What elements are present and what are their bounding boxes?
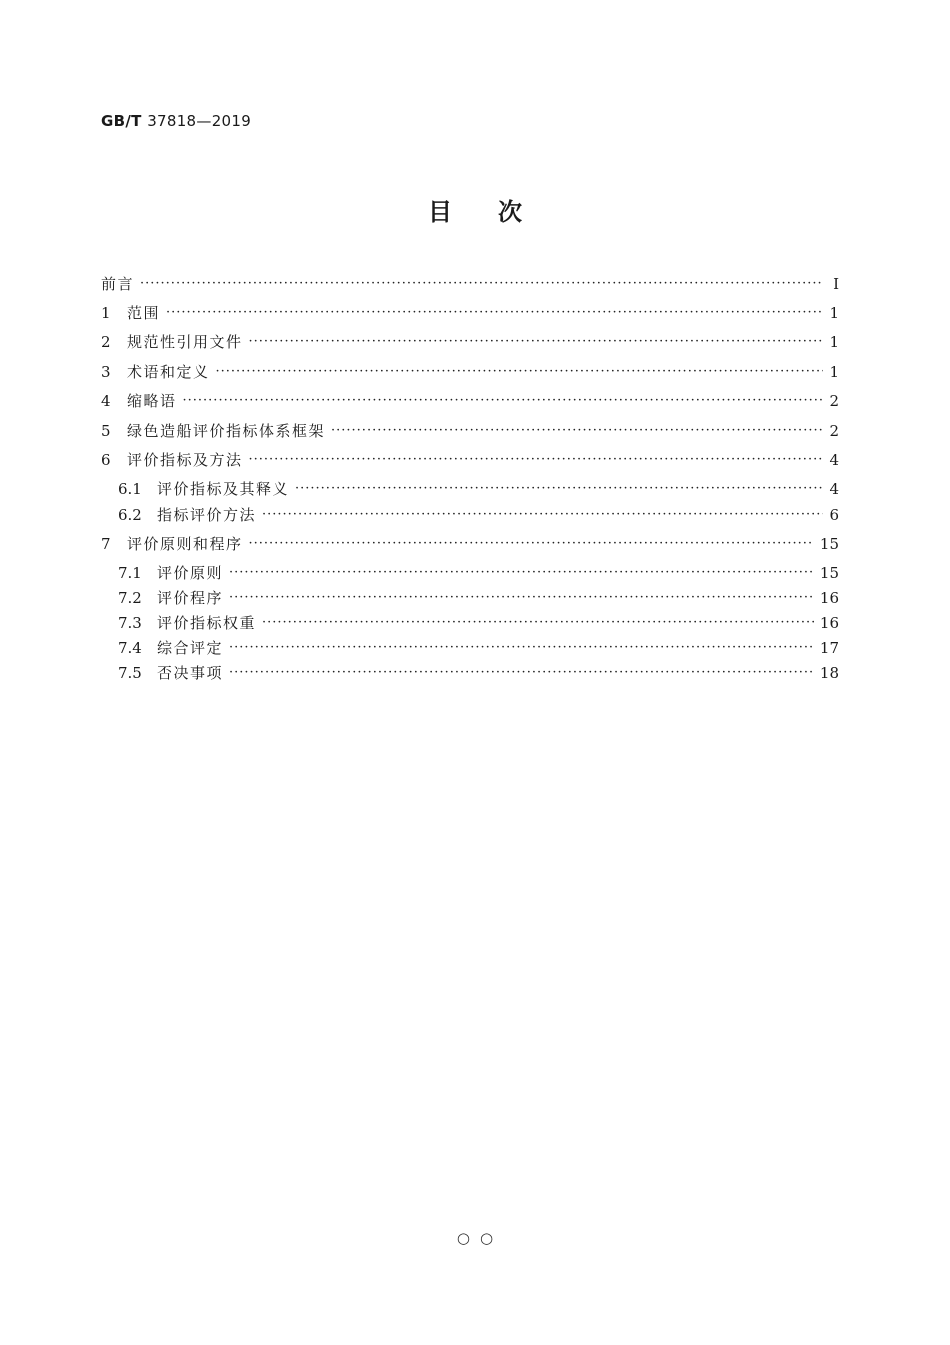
page-title: 目次 xyxy=(428,198,568,226)
toc-entry-number: 1 xyxy=(101,304,111,322)
toc-entry-label: 术语和定义 xyxy=(127,363,210,381)
toc-entry-page: 16 xyxy=(819,614,839,632)
toc-entry-label: 评价原则和程序 xyxy=(127,535,243,553)
toc-leader-dots xyxy=(249,330,823,354)
toc-entry-2[interactable] xyxy=(101,330,839,354)
toc-entry-6[interactable] xyxy=(101,448,839,472)
toc-entry-number: 5 xyxy=(101,422,111,440)
toc-entry-number: 7 xyxy=(101,535,111,553)
toc-entry-label: 指标评价方法 xyxy=(157,506,257,524)
toc-entry-7-3[interactable] xyxy=(101,611,839,635)
toc-entry-page: 2 xyxy=(829,422,839,440)
toc-leader-dots xyxy=(216,360,823,384)
toc-entry-label: 缩略语 xyxy=(127,392,177,410)
toc-entry-number: 6.1 xyxy=(118,480,142,498)
toc-entry-label: 绿色造船评价指标体系框架 xyxy=(127,422,326,440)
toc-entry-page: 15 xyxy=(819,564,839,582)
toc-entry-number: 7.4 xyxy=(118,639,142,657)
toc-entry-page: 17 xyxy=(819,639,839,657)
toc-entry-label: 规范性引用文件 xyxy=(127,333,243,351)
toc-entry-page: 1 xyxy=(829,304,839,322)
toc-entry-7-2[interactable] xyxy=(101,586,839,610)
toc-entry-3[interactable] xyxy=(101,360,839,384)
toc-leader-dots xyxy=(229,661,814,685)
toc-leader-dots xyxy=(229,636,814,660)
toc-leader-dots xyxy=(183,389,823,413)
toc-entry-label: 评价程序 xyxy=(157,589,224,607)
toc-leader-dots xyxy=(295,477,823,501)
toc-entry-label: 评价指标权重 xyxy=(157,614,257,632)
toc-entry-label: 否决事项 xyxy=(157,664,224,682)
toc-entry-label: 评价指标及方法 xyxy=(127,451,243,469)
toc-entry-number: 4 xyxy=(101,392,111,410)
toc-leader-dots xyxy=(229,561,814,585)
toc-entry-page: Ⅰ xyxy=(833,275,839,293)
toc-leader-dots xyxy=(166,301,823,325)
toc-leader-dots xyxy=(249,532,814,556)
toc-entry-page: 18 xyxy=(819,664,839,682)
toc-entry-label: 综合评定 xyxy=(157,639,224,657)
toc-entry-page: 2 xyxy=(829,392,839,410)
toc-entry-page: 15 xyxy=(819,535,839,553)
page-footer-marks: ○○ xyxy=(456,1229,504,1247)
toc-entry-page: 6 xyxy=(829,506,839,524)
toc-entry-7-5[interactable] xyxy=(101,661,839,685)
toc-entry-1[interactable] xyxy=(101,301,839,325)
toc-entry-number: 3 xyxy=(101,363,111,381)
toc-entry-number: 7.5 xyxy=(118,664,142,682)
toc-leader-dots xyxy=(262,611,814,635)
toc-entry-page: 4 xyxy=(829,480,839,498)
toc-leader-dots xyxy=(229,586,814,610)
toc-entry-number: 2 xyxy=(101,333,111,351)
toc-entry-label: 评价指标及其释义 xyxy=(157,480,290,498)
toc-entry-label: 前言 xyxy=(101,275,135,293)
toc-entry-number: 6.2 xyxy=(118,506,142,524)
toc-entry-6-1[interactable] xyxy=(101,477,839,501)
toc-entry-6-2[interactable] xyxy=(101,503,839,527)
toc-leader-dots xyxy=(262,503,823,527)
toc-entry-7-4[interactable] xyxy=(101,636,839,660)
toc-entry-number: 7.2 xyxy=(118,589,142,607)
toc-leader-dots xyxy=(331,419,823,443)
toc-entry-page: 1 xyxy=(829,363,839,381)
toc-entry-label: 评价原则 xyxy=(157,564,224,582)
toc-entry-number: 7.3 xyxy=(118,614,142,632)
toc-entry-label: 范围 xyxy=(127,304,161,322)
standard-code-prefix: GB/T xyxy=(101,112,142,130)
toc-entry-foreword[interactable] xyxy=(101,272,839,296)
standard-code-number: 37818—2019 xyxy=(147,112,252,130)
toc-leader-dots xyxy=(140,272,823,296)
toc-entry-number: 7.1 xyxy=(118,564,142,582)
toc-entry-7-1[interactable] xyxy=(101,561,839,585)
toc-entry-page: 1 xyxy=(829,333,839,351)
standard-code xyxy=(101,112,251,130)
toc-leader-dots xyxy=(249,448,823,472)
toc-entry-number: 6 xyxy=(101,451,111,469)
toc-entry-4[interactable] xyxy=(101,389,839,413)
toc-entry-page: 4 xyxy=(829,451,839,469)
toc-entry-page: 16 xyxy=(819,589,839,607)
toc-entry-7[interactable] xyxy=(101,532,839,556)
toc-entry-5[interactable] xyxy=(101,419,839,443)
